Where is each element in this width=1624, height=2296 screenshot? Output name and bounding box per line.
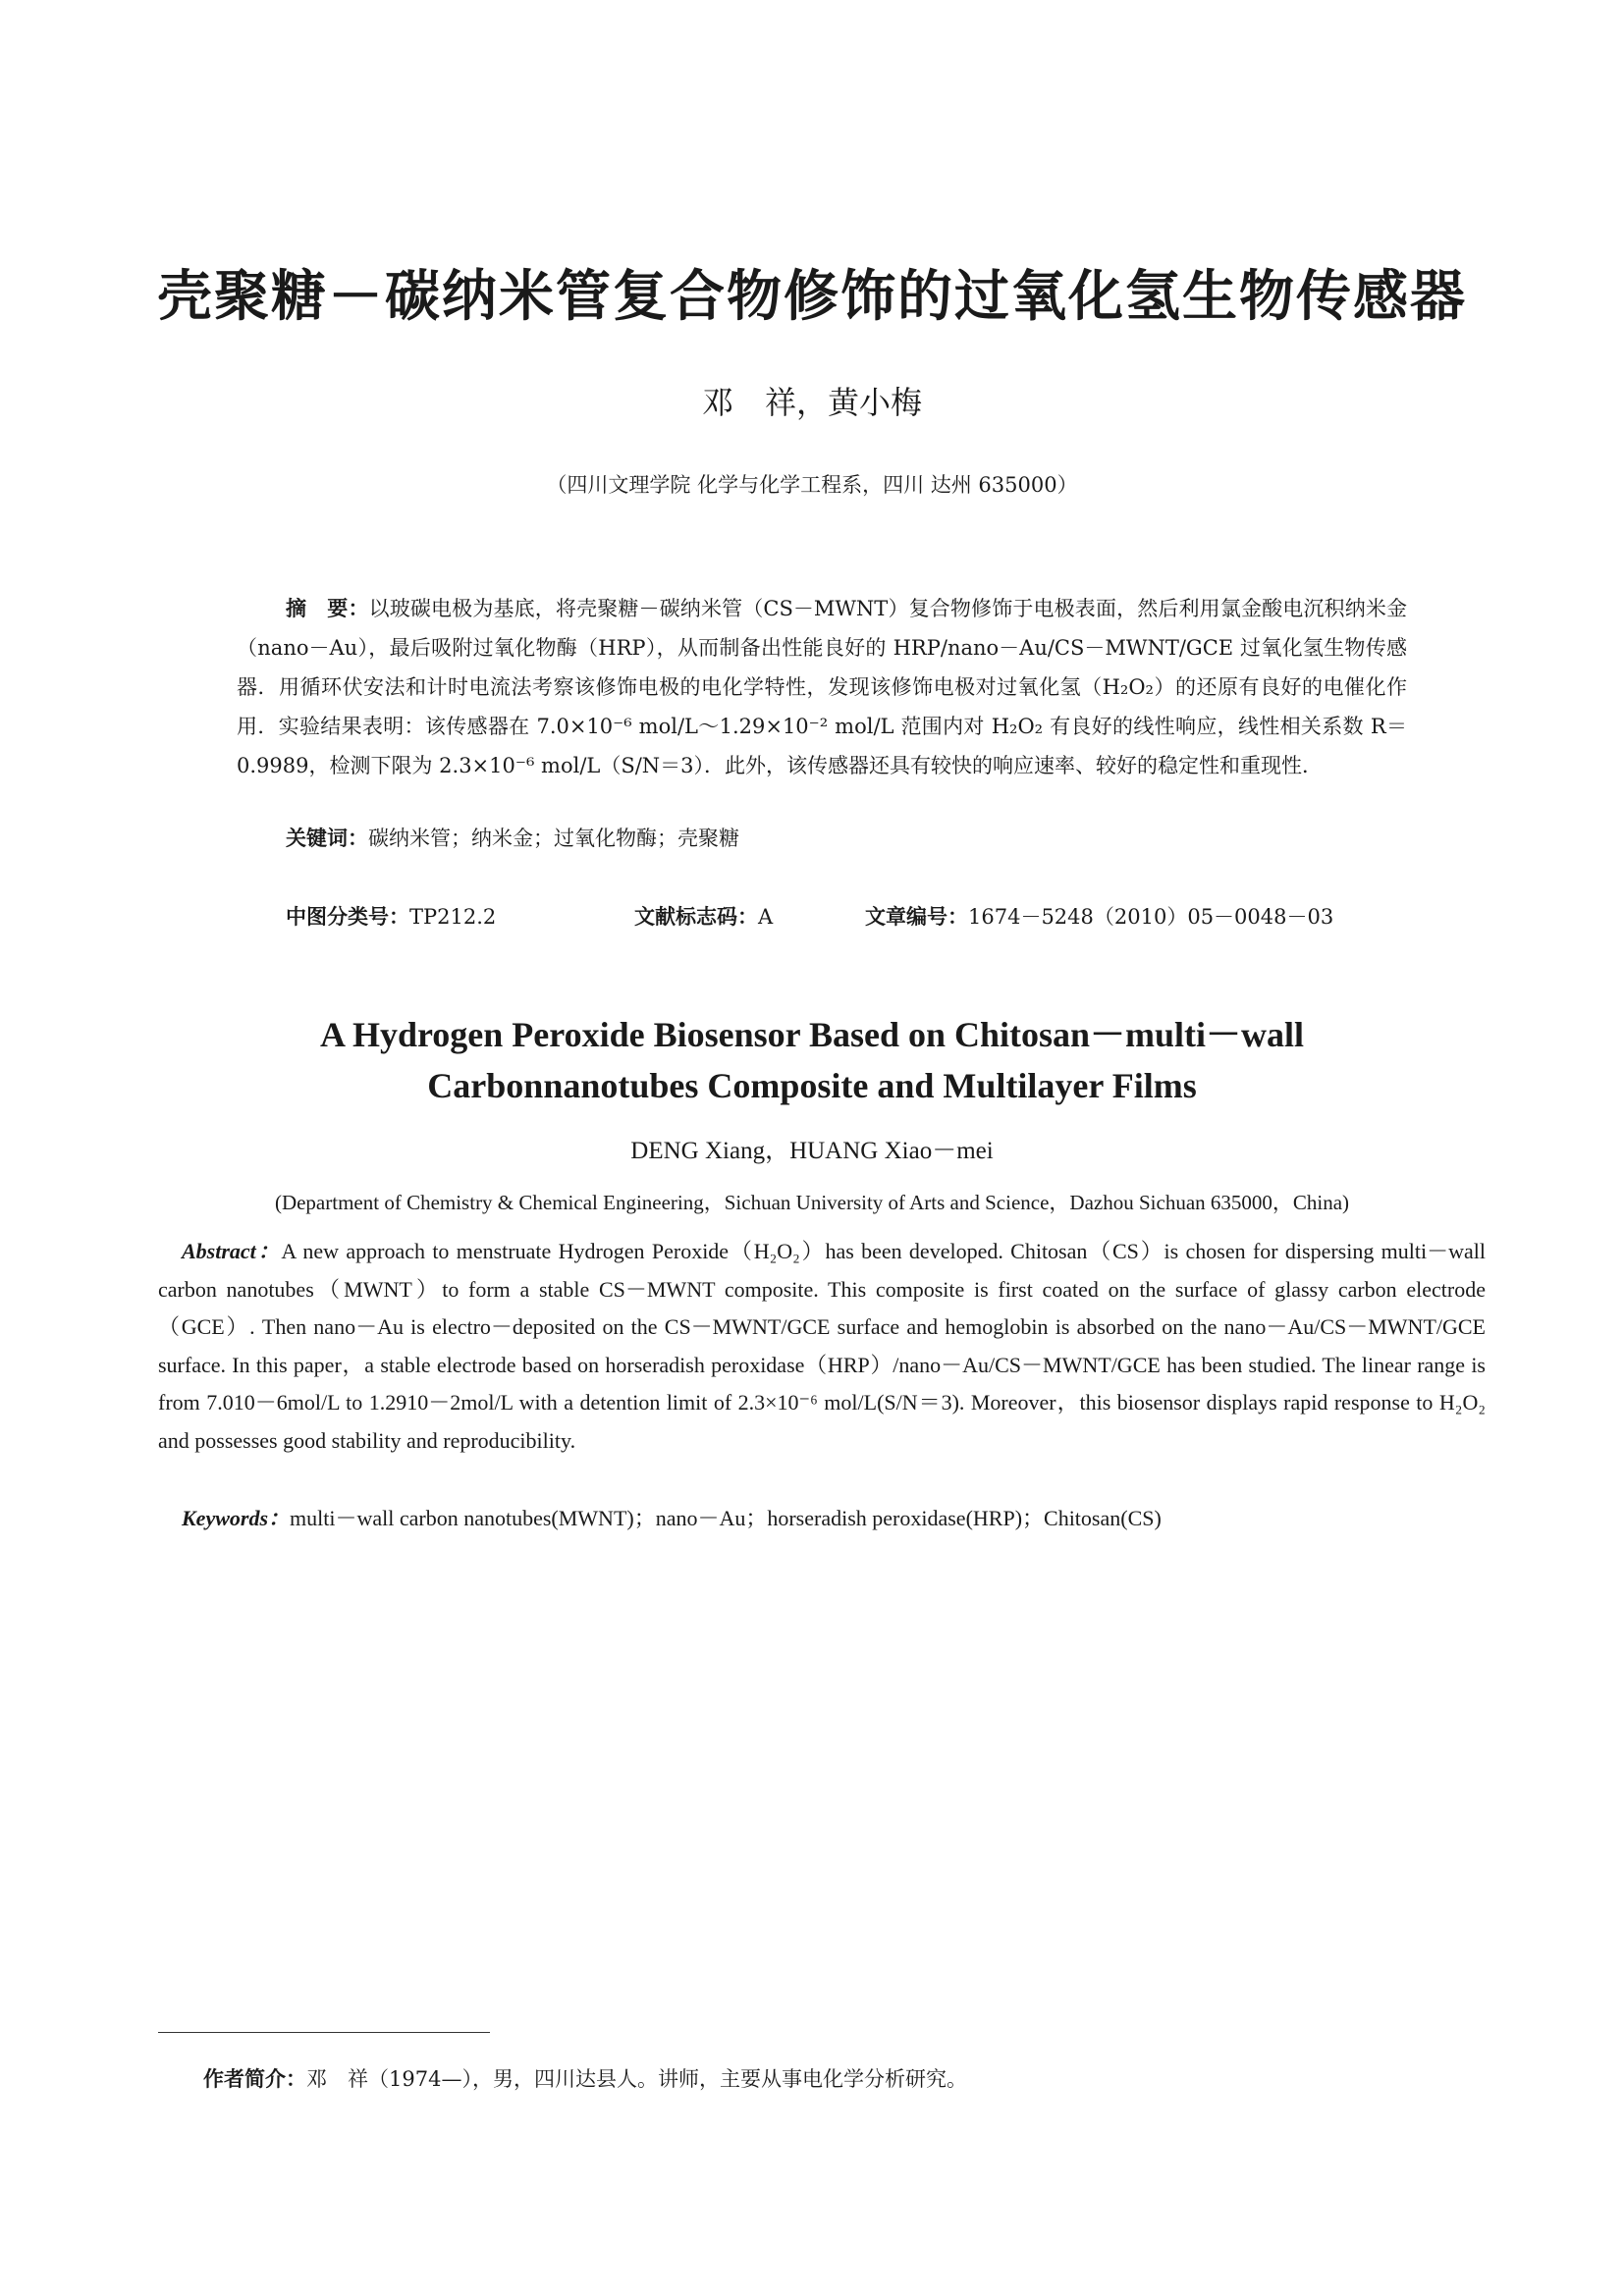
chinese-keywords-label: 关键词： (286, 827, 368, 850)
footnote-divider (158, 2032, 490, 2033)
document-code-label: 文献标志码： (634, 905, 758, 929)
article-number-value: 1674－5248（2010）05－0048－03 (968, 905, 1334, 929)
chinese-affiliation: （四川文理学院 化学与化学工程系，四川 达州 635000） (546, 473, 1078, 497)
chinese-abstract-text: 以玻碳电极为基底，将壳聚糖－碳纳米管（CS－MWNT）复合物修饰于电极表面，然后利用氯金酸电沉积纳米金（nano－Au），最后吸附过氧化物酶（HRP），从而制备出性能良好的 HRP/nano－Au/CS－MWNT/GCE 过氧化氢生物传感器．用循环伏安法和计时电流法考察该修饰电极的电化学特性，发现该修饰电极对过氧化氢（H₂O₂）的还原有良好的电催化作用．实验结果表明：该传感器在 7.0×10⁻⁶ mol/L～1.29×10⁻² mol/L 范围内对 H₂O₂ 有良好的线性响应，线性相关系数 R＝0.9989，检测下限为 2.3×10⁻⁶ mol/L（S/N＝3）．此外，该传感器还具有较快的响应速率、较好的稳定性和重现性． (237, 597, 1408, 777)
chinese-authors: 邓 祥，黄小梅 (701, 384, 922, 421)
english-keywords (182, 1502, 1162, 1532)
chinese-abstract (237, 589, 1407, 785)
english-affiliation: (Department of Chemistry & Chemical Engineering，Sichuan University of Arts and Science，Dazhou Sichuan 635000，China) (274, 1191, 1350, 1214)
english-abstract (158, 1233, 1486, 1460)
chinese-keywords-text: 碳纳米管；纳米金；过氧化物酶；壳聚糖 (368, 827, 739, 850)
english-title-line-2: Carbonnanotubes Composite and Multilayer Films (427, 1066, 1197, 1105)
english-keywords-label: Keywords： (182, 1506, 291, 1530)
english-title-line-1: A Hydrogen Peroxide Biosensor Based on Chitosan－multi－wall (319, 1015, 1305, 1054)
english-title (0, 1009, 1624, 1111)
english-abstract-label: Abstract： (182, 1239, 282, 1263)
document-code (634, 901, 773, 931)
author-footnote (203, 2063, 967, 2093)
author-footnote-label: 作者简介： (203, 2067, 306, 2091)
chinese-abstract-label: 摘 要： (286, 597, 369, 620)
author-footnote-text: 邓 祥（1974—），男，四川达县人。讲师，主要从事电化学分析研究。 (306, 2067, 967, 2091)
chinese-keywords (286, 823, 739, 852)
article-number (865, 901, 1333, 931)
clc-label: 中图分类号： (286, 905, 409, 929)
article-number-label: 文章编号： (865, 905, 968, 929)
english-authors: DENG Xiang，HUANG Xiao－mei (630, 1138, 994, 1164)
document-code-value: A (758, 905, 774, 929)
english-abstract-text: A new approach to menstruate Hydrogen Peroxide（H₂O₂）has been developed. Chitosan（CS）is chosen for dispersing multi－wall carbon nanotubes（MWNT）to form a stable CS－MWNT composite. This composite is first coated on the surface of glassy carbon electrode（GCE）. Then nano－Au is electro－deposited on the CS－MWNT/GCE surface and hemoglobin is absorbed on the nano－Au/CS－MWNT/GCE surface. In this paper，a stable electrode based on horseradish peroxidase（HRP）/nano－Au/CS－MWNT/GCE has been studied. The linear range is from 7.010－6mol/L to 1.2910－2mol/L with a detention limit of 2.3×10⁻⁶ mol/L(S/N＝3). Moreover，this biosensor displays rapid response to H₂O₂ and possesses good stability and reproducibility. (158, 1239, 1486, 1453)
chinese-title: 壳聚糖－碳纳米管复合物修饰的过氧化氢生物传感器 (157, 265, 1467, 329)
clc-number (286, 901, 496, 931)
clc-value: TP212.2 (409, 905, 497, 929)
english-keywords-text: multi－wall carbon nanotubes(MWNT)；nano－Au；horseradish peroxidase(HRP)；Chitosan(CS) (290, 1506, 1162, 1530)
